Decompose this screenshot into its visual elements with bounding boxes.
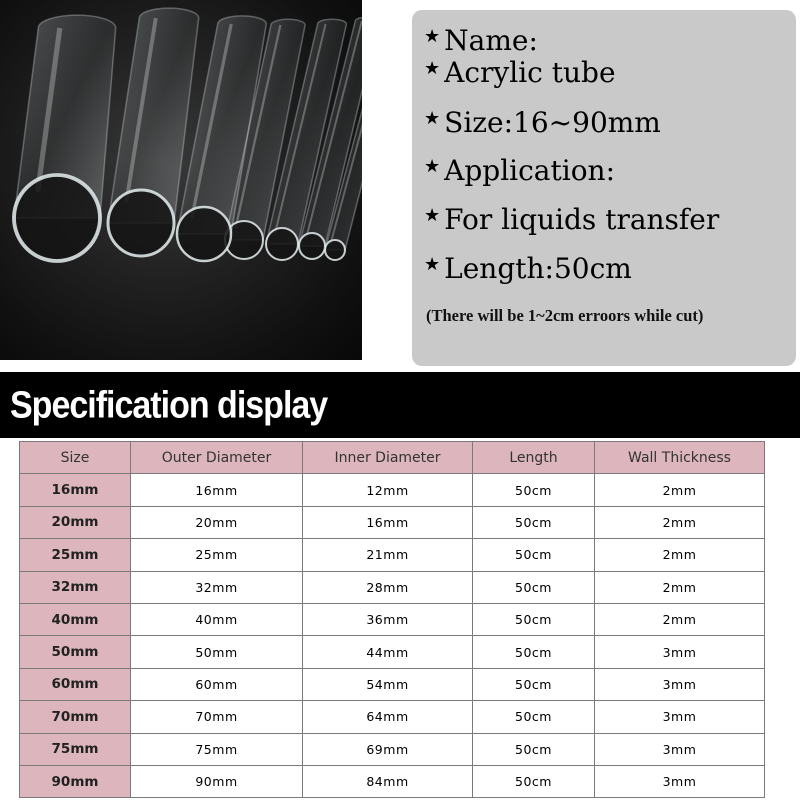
outer-diameter-cell: 16mm [131,474,303,506]
info-text: Size:16~90mm [444,106,661,139]
tube-opening [299,233,325,259]
inner-diameter-cell: 21mm [303,539,473,571]
length-cell: 50cm [473,668,595,700]
info-name-label [424,24,538,57]
size-cell: 75mm [20,733,131,765]
length-cell: 50cm [473,539,595,571]
size-cell: 60mm [20,668,131,700]
outer-diameter-cell: 70mm [131,701,303,733]
table-row [20,506,765,538]
inner-diameter-cell: 64mm [303,701,473,733]
wall-thickness-cell: 2mm [595,603,765,635]
star-icon: ★ [424,254,441,275]
table-row [20,668,765,700]
size-cell: 90mm [20,765,131,797]
info-text: Acrylic tube [444,56,616,89]
length-cell: 50cm [473,506,595,538]
section-title: Specification display [10,384,328,427]
size-cell: 40mm [20,603,131,635]
wall-thickness-cell: 3mm [595,636,765,668]
star-icon: ★ [424,156,441,177]
inner-diameter-cell: 12mm [303,474,473,506]
wall-thickness-cell: 3mm [595,733,765,765]
wall-thickness-cell: 3mm [595,701,765,733]
table-header-row [20,442,765,474]
inner-diameter-cell: 36mm [303,603,473,635]
star-icon: ★ [424,26,441,47]
wall-thickness-cell: 2mm [595,474,765,506]
column-header-length: Length [473,442,595,474]
size-cell: 50mm [20,636,131,668]
wall-thickness-cell: 2mm [595,539,765,571]
acrylic-tubes-image [0,0,362,360]
column-header-wall-thickness: Wall Thickness [595,442,765,474]
column-header-size: Size [20,442,131,474]
size-cell: 70mm [20,701,131,733]
table-row [20,701,765,733]
table-row [20,571,765,603]
info-text: Name: [444,24,538,57]
inner-diameter-cell: 84mm [303,765,473,797]
size-cell: 16mm [20,474,131,506]
outer-diameter-cell: 20mm [131,506,303,538]
info-text: Application: [444,154,616,187]
outer-diameter-cell: 60mm [131,668,303,700]
size-cell: 32mm [20,571,131,603]
outer-diameter-cell: 32mm [131,571,303,603]
tube-opening [325,240,345,260]
length-cell: 50cm [473,603,595,635]
inner-diameter-cell: 16mm [303,506,473,538]
tube-opening [14,175,100,261]
table-row [20,603,765,635]
wall-thickness-cell: 3mm [595,668,765,700]
column-header-inner-diameter: Inner Diameter [303,442,473,474]
table-row [20,474,765,506]
wall-thickness-cell: 3mm [595,765,765,797]
info-product-name [424,56,616,89]
tube-opening [177,207,231,261]
tube-opening [108,190,174,256]
outer-diameter-cell: 40mm [131,603,303,635]
info-text: Length:50cm [444,252,632,285]
info-length [424,252,632,285]
inner-diameter-cell: 28mm [303,571,473,603]
table-row [20,539,765,571]
length-cell: 50cm [473,571,595,603]
star-icon: ★ [424,205,441,226]
length-cell: 50cm [473,636,595,668]
wall-thickness-cell: 2mm [595,571,765,603]
product-photo [0,0,362,360]
section-banner [0,372,800,438]
length-cell: 50cm [473,733,595,765]
info-size [424,106,661,139]
outer-diameter-cell: 25mm [131,539,303,571]
column-header-outer-diameter: Outer Diameter [131,442,303,474]
wall-thickness-cell: 2mm [595,506,765,538]
length-cell: 50cm [473,474,595,506]
product-info-card [412,10,796,366]
inner-diameter-cell: 54mm [303,668,473,700]
table-row [20,636,765,668]
size-cell: 20mm [20,506,131,538]
star-icon: ★ [424,108,441,129]
inner-diameter-cell: 44mm [303,636,473,668]
info-text: For liquids transfer [444,203,720,236]
table-row [20,733,765,765]
info-application-value [424,203,719,236]
table-body [20,474,765,798]
outer-diameter-cell: 50mm [131,636,303,668]
info-note: (There will be 1~2cm erroors while cut) [426,306,704,325]
tube-opening [266,228,298,260]
table-row [20,765,765,797]
outer-diameter-cell: 90mm [131,765,303,797]
length-cell: 50cm [473,701,595,733]
outer-diameter-cell: 75mm [131,733,303,765]
length-cell: 50cm [473,765,595,797]
info-application-label [424,154,615,187]
inner-diameter-cell: 69mm [303,733,473,765]
size-cell: 25mm [20,539,131,571]
spec-table [19,441,765,798]
star-icon: ★ [424,58,441,79]
